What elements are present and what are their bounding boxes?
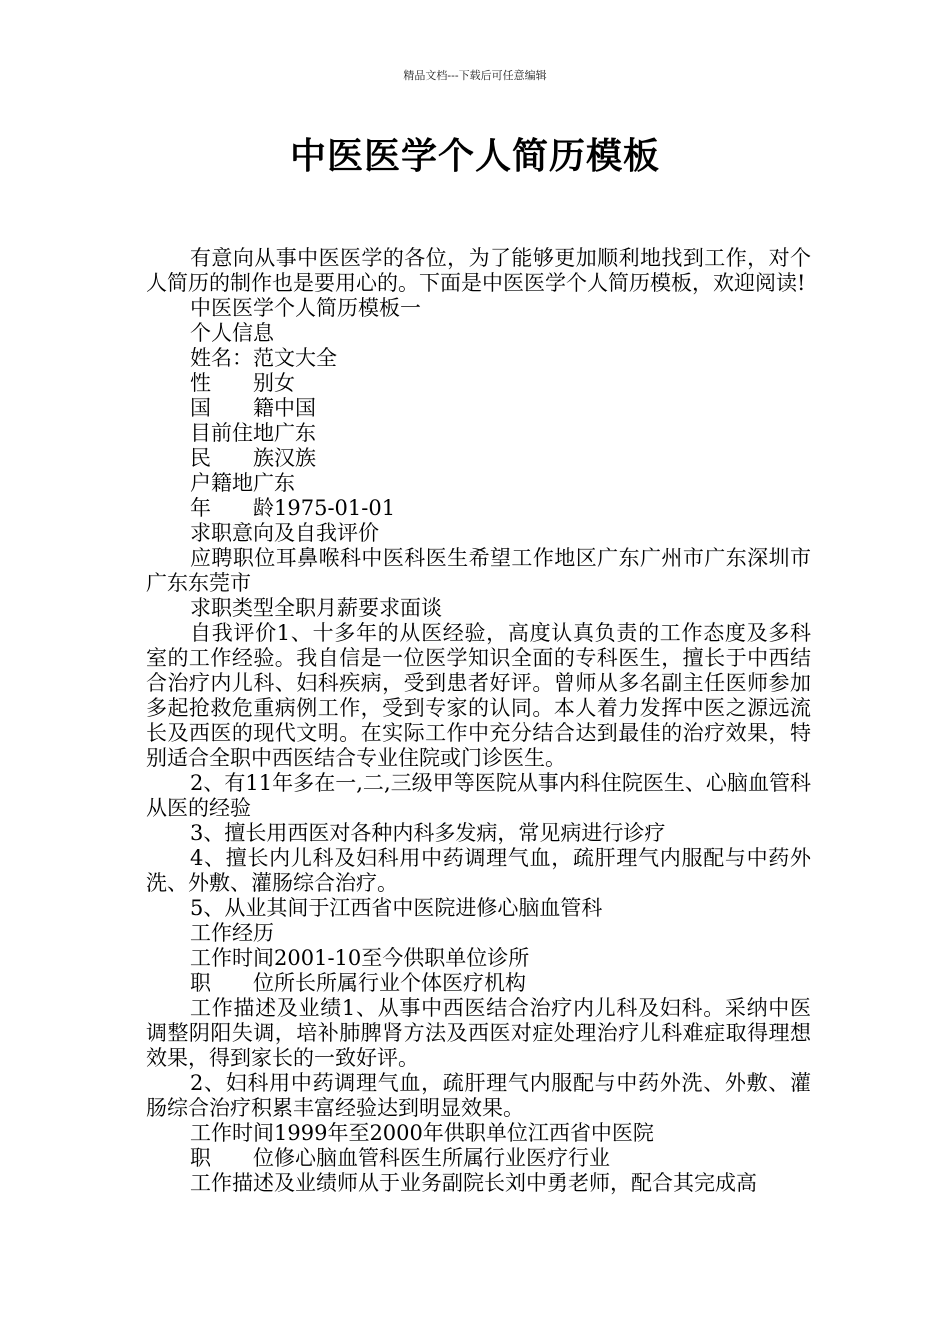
work-position-1: 职 位所长所属行业个体医疗机构	[190, 971, 526, 995]
document-title: 中医医学个人简历模板	[289, 135, 660, 177]
self-evaluation-item-4: 4、擅长内儿科及妇科用中药调理气血，疏肝理气内服配与中药外洗、外敷、灌肠综合治疗。	[146, 846, 811, 895]
field-household-registration: 户籍地广东	[190, 471, 295, 495]
field-current-residence: 目前住地广东	[190, 421, 316, 445]
field-nationality: 国 籍中国	[190, 396, 316, 420]
field-ethnicity: 民 族汉族	[190, 446, 316, 470]
document-body	[146, 246, 811, 1196]
work-description-2: 工作描述及业绩师从于业务副院长刘中勇老师，配合其完成高	[190, 1171, 757, 1195]
field-name: 姓名：范文大全	[190, 346, 337, 370]
self-evaluation-item-2: 2、有11年多在一,二,三级甲等医院从事内科住院医生、心脑血管科从医的经验	[146, 771, 811, 820]
section-heading-personal-info: 个人信息	[190, 321, 274, 345]
field-job-type-salary: 求职类型全职月薪要求面谈	[190, 596, 442, 620]
work-period-2: 工作时间1999年至2000年供职单位江西省中医院	[190, 1121, 654, 1145]
field-age: 年 龄1975-01-01	[190, 496, 396, 520]
section-heading-job-intention: 求职意向及自我评价	[190, 521, 379, 545]
section-heading-work-experience: 工作经历	[190, 921, 274, 945]
self-evaluation-paragraph: 自我评价1、十多年的从医经验，高度认真负责的工作态度及多科室的工作经验。我自信是一位医学知识全面的专科医生，擅长于中西结合治疗内儿科、妇科疾病，受到患者好评。曾师从多名副主任医师参加多起抢救危重病例工作，受到专家的认同。本人着力发挥中医之源远流长及西医的现代文明。在实际工作中充分结合达到最佳的治疗效果，特别适合全职中西医结合专业住院或门诊医生。	[146, 621, 811, 770]
work-description-1: 工作描述及业绩1、从事中西医结合治疗内儿科及妇科。采纳中医调整阴阳失调，培补肺脾肾方法及西医对症处理治疗儿科难症取得理想效果，得到家长的一致好评。	[146, 996, 811, 1070]
work-period-1: 工作时间2001-10至今供职单位诊所	[190, 946, 530, 970]
header-note: 精品文档---下载后可任意编辑	[403, 69, 547, 82]
self-evaluation-item-3: 3、擅长用西医对各种内科多发病，常见病进行诊疗	[190, 821, 666, 845]
field-applied-position: 应聘职位耳鼻喉科中医科医生希望工作地区广东广州市广东深圳市广东东莞市	[146, 546, 811, 595]
intro-paragraph: 有意向从事中医医学的各位，为了能够更加顺利地找到工作，对个人简历的制作也是要用心的。下面是中医医学个人简历模板，欢迎阅读!	[146, 246, 811, 295]
work-position-2: 职 位修心脑血管科医生所属行业医疗行业	[190, 1146, 610, 1170]
section-heading-template-one: 中医医学个人简历模板一	[190, 296, 421, 320]
field-gender: 性 别女	[190, 371, 295, 395]
work-description-1-item-2: 2、妇科用中药调理气血，疏肝理气内服配与中药外洗、外敷、灌肠综合治疗积累丰富经验达到明显效果。	[146, 1071, 811, 1120]
self-evaluation-item-5: 5、从业其间于江西省中医院进修心脑血管科	[190, 896, 603, 920]
